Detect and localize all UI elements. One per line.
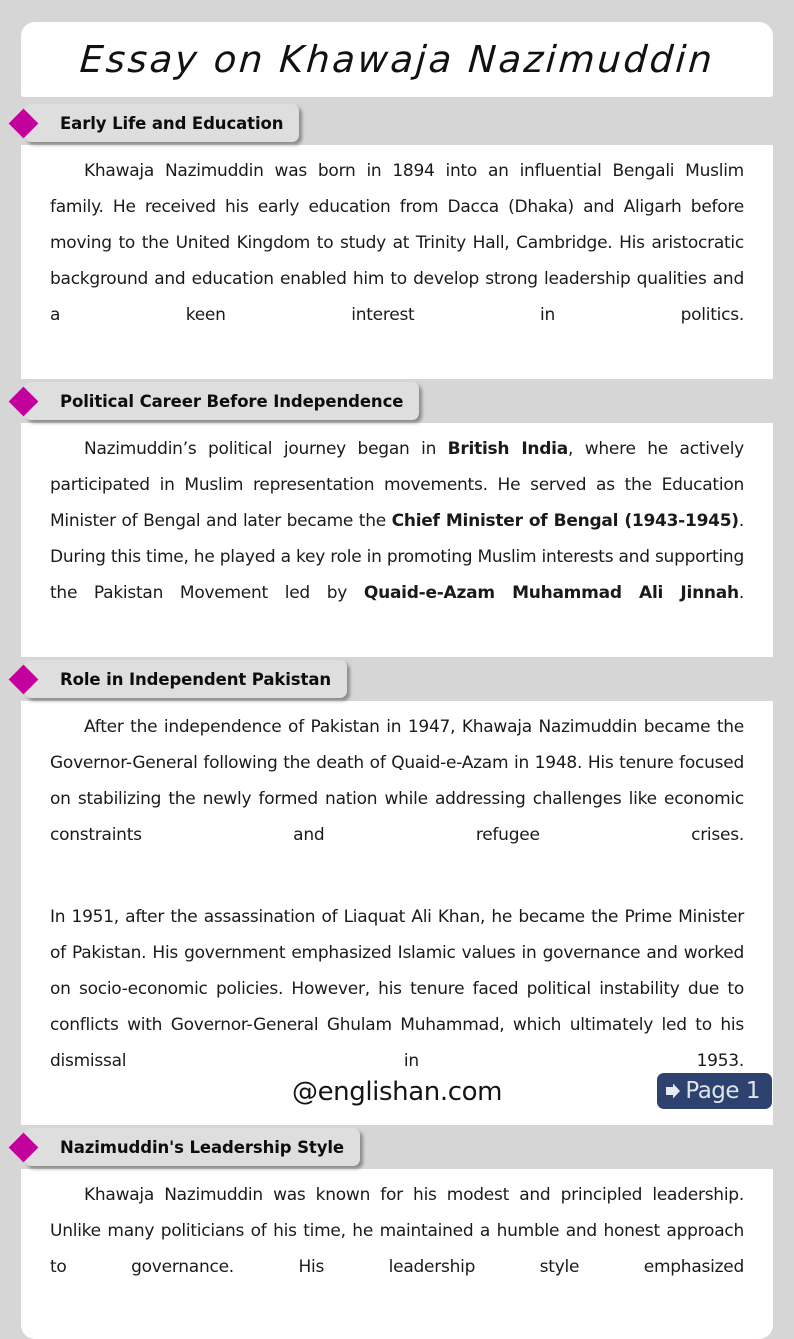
- site-watermark: @englishan.com: [291, 1077, 503, 1107]
- body-text: After the independence of Pakistan in 1947, Khawaja Nazimuddin became the Governor-General following the death of Quaid-e-Azam in 1948. His tenure focused on stabilizing the newly formed nation while addressing challenges like economic constraints and refugee crises.: [50, 717, 744, 845]
- body-text: Khawaja Nazimuddin was known for his modest and principled leadership. Unlike many politicians of his time, he maintained a humble and honest approach to governance. His leadership style emphasized: [50, 1185, 744, 1277]
- page-footer: [0, 1062, 794, 1122]
- title-card: [21, 22, 773, 97]
- body-text: .: [738, 583, 744, 603]
- emphasis-text: Quaid-e-Azam Muhammad Ali Jinnah: [363, 583, 739, 603]
- section-body: [21, 145, 773, 379]
- body-text: . During this time, he played a key role in promoting Muslim interests and supporting the Pakistan Movement led by: [50, 511, 744, 603]
- section-heading-label: Role in Independent Pakistan: [60, 669, 331, 689]
- document-content: [21, 101, 773, 1339]
- diamond-bullet-icon: [9, 664, 39, 694]
- page-number-badge: [657, 1073, 772, 1109]
- diamond-bullet-icon: [9, 386, 39, 416]
- section-header: [0, 101, 773, 145]
- section-header: [0, 657, 773, 701]
- section-header-tab: [24, 1128, 360, 1166]
- page-number-label: Page 1: [685, 1078, 760, 1104]
- emphasis-text: British India: [447, 439, 568, 459]
- page-title: Essay on Khawaja Nazimuddin: [78, 38, 716, 81]
- body-text: , where he actively participated in Muslim representation movements. He served as the Education Minister of Bengal and later became the: [50, 439, 744, 531]
- arrow-right-icon: [665, 1082, 681, 1100]
- section-heading-label: Nazimuddin's Leadership Style: [60, 1137, 345, 1157]
- section-header-tab: [24, 104, 299, 142]
- section-body: [21, 1169, 773, 1339]
- diamond-bullet-icon: [9, 108, 39, 138]
- section-heading-label: Early Life and Education: [60, 113, 284, 133]
- emphasis-text: Chief Minister of Bengal (1943-1945): [391, 511, 739, 531]
- paragraph: [50, 153, 744, 369]
- paragraph: [50, 709, 744, 889]
- section-header: [0, 1125, 773, 1169]
- section-header: [0, 379, 773, 423]
- section-body: [21, 423, 773, 657]
- paragraph: [50, 1177, 744, 1321]
- paragraph: [50, 431, 744, 647]
- diamond-bullet-icon: [9, 1132, 39, 1162]
- body-text: Khawaja Nazimuddin was born in 1894 into an influential Bengali Muslim family. He received his early education from Dacca (Dhaka) and Aligarh before moving to the United Kingdom to study at Trinity Hall, Cambridge. His aristocratic background and education enabled him to develop strong leadership qualities and a keen interest in politics.: [50, 161, 744, 325]
- body-text: Nazimuddin’s political journey began in: [84, 439, 448, 459]
- section-header-tab: [24, 382, 419, 420]
- section-heading-label: Political Career Before Independence: [60, 391, 404, 411]
- body-text: In 1951, after the assassination of Liaquat Ali Khan, he became the Prime Minister of Pakistan. His government emphasized Islamic values in governance and worked on socio-economic policies. However, his tenure faced political instability due to conflicts with Governor-General Ghulam Muhammad, which ultimately led to his dismissal in 1953.: [50, 907, 744, 1071]
- section-header-tab: [24, 660, 347, 698]
